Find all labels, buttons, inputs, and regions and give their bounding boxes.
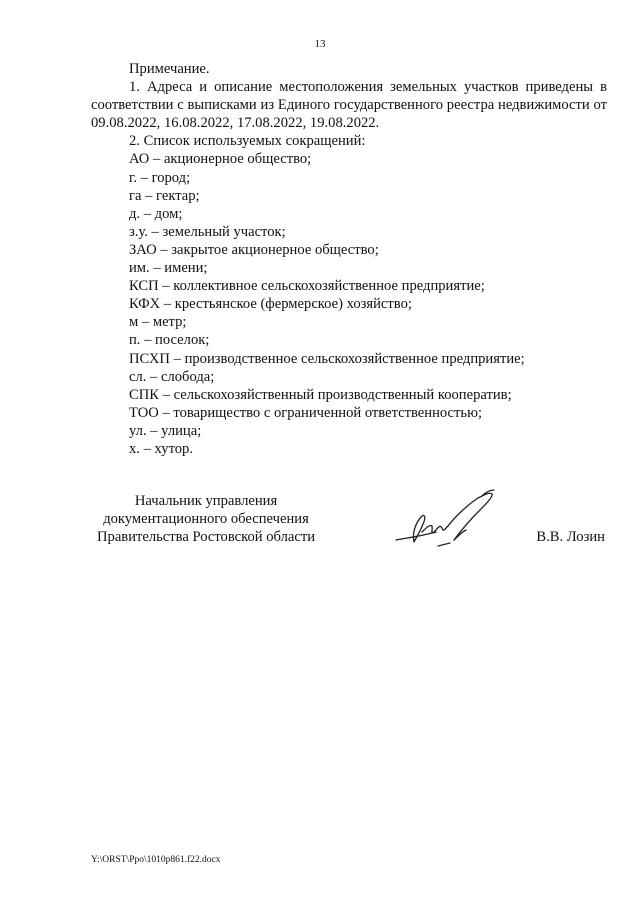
abbreviation-item: АО – акционерное общество;: [129, 151, 312, 168]
file-path-footer: Y:\ORST\Ppo\1010p861.f22.docx: [91, 855, 221, 865]
signature-block: [0, 492, 640, 562]
abbreviation-item: д. – дом;: [129, 205, 183, 222]
signatory-title: [88, 492, 324, 546]
signatory-title-line: документационного обеспечения: [103, 511, 309, 527]
signatory-title-line: Правительства Ростовской области: [96, 529, 316, 545]
abbreviation-item: ЗАО – закрытое акционерное общество;: [129, 241, 379, 258]
abbreviations-list: [91, 150, 607, 458]
abbreviation-item: КФХ – крестьянское (фермерское) хозяйство;: [129, 296, 412, 313]
document-body: [91, 60, 607, 458]
note-item-1: 1. Адреса и описание местоположения земельных участков приведены в соответствии с выписками из Единого государственного реестра недвижимости от 09.08.2022, 16.08.2022, 17.08.2022, 19.08.2022.: [91, 79, 607, 132]
note-heading: Примечание.: [129, 61, 210, 77]
abbreviation-item: х. – хутор.: [129, 440, 194, 457]
abbreviation-item: м – метр;: [129, 314, 187, 331]
signatory-name: В.В. Лозин: [536, 529, 605, 545]
abbreviation-item: га – гектар;: [129, 187, 200, 204]
abbreviation-item: ПСХП – производственное сельскохозяйственное предприятие;: [129, 350, 525, 367]
abbreviation-item: з.у. – земельный участок;: [129, 223, 286, 240]
page-number: 13: [314, 38, 326, 50]
handwritten-signature: [392, 488, 504, 560]
abbreviation-item: им. – имени;: [129, 260, 208, 277]
signatory-title-line: Начальник управления: [134, 493, 278, 509]
abbreviation-item: п. – поселок;: [129, 332, 210, 349]
abbreviation-item: ул. – улица;: [129, 422, 202, 439]
abbreviation-item: г. – город;: [129, 169, 191, 186]
abbreviation-item: сл. – слобода;: [129, 368, 215, 385]
note-item-2: 2. Список используемых сокращений:: [129, 133, 366, 150]
abbreviation-item: СПК – сельскохозяйственный производственный кооператив;: [129, 386, 512, 403]
abbreviation-item: КСП – коллективное сельскохозяйственное предприятие;: [129, 278, 485, 295]
abbreviation-item: ТОО – товарищество с ограниченной ответственностью;: [129, 404, 483, 421]
